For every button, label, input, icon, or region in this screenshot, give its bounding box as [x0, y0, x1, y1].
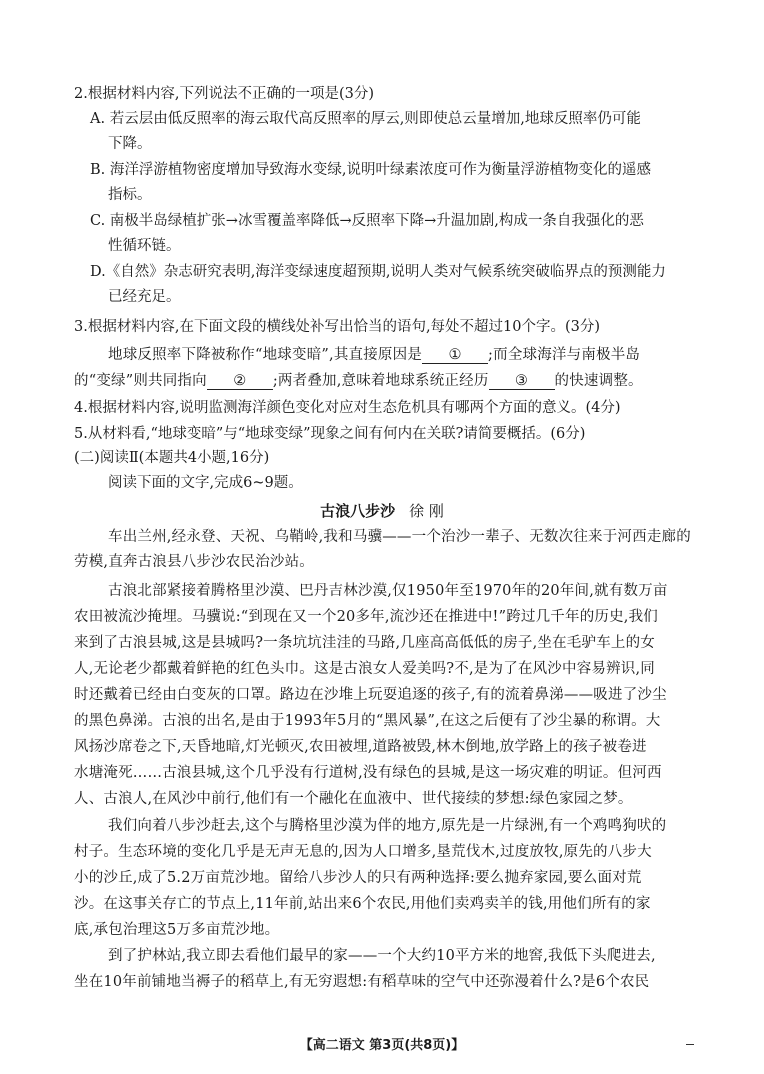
- q3-text-1a: 地球反照率下降被称作“地球变暗”,其直接原因是: [108, 347, 423, 363]
- article-line: 我们向着八步沙赶去,这个与腾格里沙漠为伴的地方,原先是一片绿洲,有一个鸡鸣狗吠的: [108, 818, 667, 834]
- article-line: 底,承包治理这5万多亩荒沙地。: [74, 922, 280, 938]
- article-line: 小的沙丘,成了5.2万亩荒沙地。留给八步沙人的只有两种选择:要么抛弃家园,要么面对荒: [74, 870, 642, 886]
- section-heading: (二)阅读Ⅱ(本题共4小题,16分): [74, 450, 270, 466]
- q2-option-b: B. 海洋浮游植物密度增加导致海水变绿,说明叶绿素浓度可作为衡量浮游植物变化的遥感: [90, 162, 651, 178]
- article-title: [0, 500, 764, 521]
- article-line: 人,无论老少都戴着鲜艳的红色头巾。这是古浪女人爱美吗?不,是为了在风沙中容易辨识,同: [74, 661, 655, 677]
- article-line: 沙。在这事关存亡的节点上,11年前,站出来6个农民,用他们卖鸡卖羊的钱,用他们所有的家: [74, 896, 651, 912]
- fill-blank-1: ①: [422, 347, 488, 364]
- q3-passage-line-1: [108, 345, 640, 365]
- q2-option-a: A. 若云层由低反照率的海云取代高反照率的厚云,则即使总云量增加,地球反照率仍可能: [90, 111, 641, 127]
- article-author: 徐 刚: [409, 502, 444, 520]
- article-line: 人、古浪人,在风沙中前行,他们有一个融化在血液中、世代接续的梦想:绿色家园之梦。: [74, 791, 633, 807]
- question-5: 5.从材料看,“地球变暗”与“地球变绿”现象之间有何内在关联?请简要概括。(6分): [74, 426, 586, 442]
- article-line: 到了护林站,我立即去看他们最早的家——一个大约10平方米的地窖,我低下头爬进去,: [108, 948, 656, 964]
- fill-blank-3: ③: [489, 373, 555, 390]
- article-line: 农田被流沙掩埋。马骥说:“到现在又一个20多年,流沙还在推进中!”跨过几千年的历史,我们: [74, 609, 659, 625]
- question-4: 4.根据材料内容,说明监测海洋颜色变化对应对生态危机具有哪两个方面的意义。(4分): [74, 400, 621, 416]
- q3-stem: 3.根据材料内容,在下面文段的横线处补写出恰当的语句,每处不超过10个字。(3分): [74, 319, 601, 335]
- q3-passage-line-2: [74, 371, 643, 391]
- q2-option-a-cont: 下降。: [108, 136, 152, 152]
- fill-blank-2: ②: [207, 373, 273, 390]
- article-line: 古浪北部紧接着腾格里沙漠、巴丹吉林沙漠,仅1950年至1970年的20年间,就有数万亩: [108, 583, 668, 599]
- article-line: 的黑色鼻涕。古浪的出名,是由于1993年5月的“黑风暴”,在这之后便有了沙尘暴的称谓。大: [74, 713, 661, 729]
- article-line: 车出兰州,经永登、天祝、乌鞘岭,我和马骥——一个治沙一辈子、无数次往来于河西走廊的: [108, 529, 691, 545]
- q3-text-2b: ;两者叠加,意味着地球系统正经历: [272, 373, 489, 389]
- q2-option-c-cont: 性循环链。: [108, 238, 181, 254]
- article-line: 风扬沙席卷之下,天昏地暗,灯光顿灭,农田被埋,道路被毁,林木倒地,放学路上的孩子被卷进: [74, 739, 647, 755]
- q2-option-d-cont: 已经充足。: [108, 289, 181, 305]
- article-line: 劳模,直奔古浪县八步沙农民治沙站。: [74, 554, 315, 570]
- article-line: 村子。生态环境的变化几乎是无声无息的,因为人口增多,垦荒伐木,过度放牧,原先的八步大: [74, 844, 652, 860]
- q3-text-1b: ;而全球海洋与南极半岛: [488, 347, 641, 363]
- q2-stem: 2.根据材料内容,下列说法不正确的一项是(3分): [74, 86, 374, 102]
- article-line: 时还戴着已经由白变灰的口罩。路边在沙堆上玩耍追逐的孩子,有的流着鼻涕——吸进了沙尘: [74, 687, 667, 703]
- q2-option-d: D.《自然》杂志研究表明,海洋变绿速度超预期,说明人类对气候系统突破临界点的预测能力: [90, 264, 666, 280]
- q3-text-2c: 的快速调整。: [554, 373, 643, 389]
- q3-text-2a: 的“变绿”则共同指向: [74, 373, 207, 389]
- corner-mark: [686, 1044, 694, 1045]
- article-title-text: 古浪八步沙: [320, 502, 396, 520]
- article-line: 坐在10年前铺地当褥子的稻草上,有无穷遐想:有稻草味的空气中还弥漫着什么?是6个农民: [74, 974, 650, 990]
- page-footer: 【高二语文 第3页(共8页)】: [299, 1038, 465, 1053]
- q2-option-c: C. 南极半岛绿植扩张→冰雪覆盖率降低→反照率下降→升温加剧,构成一条自我强化的恶: [90, 213, 644, 229]
- reading-instruction: 阅读下面的文字,完成6~9题。: [108, 475, 303, 491]
- article-line: 来到了古浪县城,这是县城吗?一条坑坑洼洼的马路,几座高高低低的房子,坐在毛驴车上的女: [74, 635, 655, 651]
- article-line: 水塘淹死……古浪县城,这个几乎没有行道树,没有绿色的县城,是这一场灾难的明证。但河西: [74, 765, 662, 781]
- q2-option-b-cont: 指标。: [108, 187, 152, 203]
